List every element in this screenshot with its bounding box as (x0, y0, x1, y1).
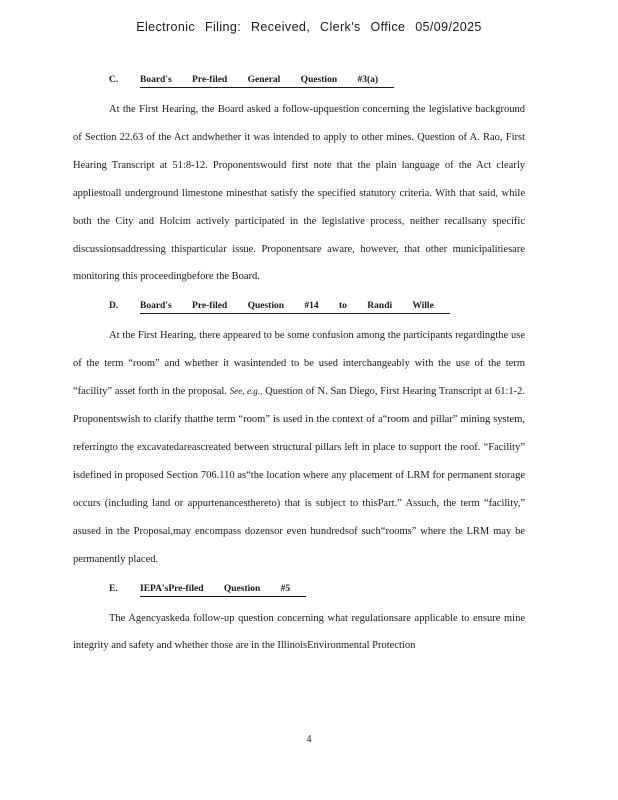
document-body (73, 68, 525, 660)
section-title: IEPA'sPre-filed Question #5 (140, 583, 306, 597)
paragraph-text: At the First Hearing, there appeared to be some confusion among the participants regardingthe use of the term “room” and whether it wasintended to be used interchangeably with the use of the term “facility” asset forth in the proposal. (73, 330, 525, 398)
section-e-paragraph: The Agencyaskeda follow-up question concerning what regulationsare applicable to ensure mine integrity and safety and whether those are in the IllinoisEnvironmental Protection (73, 612, 525, 652)
section-letter: C. (109, 75, 119, 85)
see-eg-citation-signal: See, e.g., (229, 386, 263, 397)
section-heading-e (109, 577, 525, 601)
section-heading-c (109, 68, 525, 92)
page-number: 4 (306, 734, 312, 745)
section-d-paragraph (73, 322, 525, 573)
filing-stamp-header: Electronic Filing: Received, Clerk's Office 05/09/2025 (136, 20, 482, 34)
section-title: Board's Pre-filed Question #14 to Randi Wille (140, 300, 450, 314)
paragraph-text: Question of N. San Diego, First Hearing Transcript at 61:1-2. Proponentswish to clarify thatthe term “room” is used in the context of a“room and pillar” mining system, referringto the excavatedareascreated between structural pillars left in place to support the roof. “Facility” isdefined in proposed Section 706.110 as“the location where any placement of LRM for permanent storage occurs (including land or appurtenancesthereto) that is subject to thisPart.” Assuch, the term “facility,” asused in the Proposal,may encompass dozensor even hundredsof such“rooms” where the LRM may be permanently placed. (73, 386, 526, 565)
section-letter: D. (109, 301, 119, 312)
section-title: Board's Pre-filed General Question #3(a) (140, 74, 394, 88)
section-heading-d (109, 294, 525, 318)
section-c-paragraph: At the First Hearing, the Board asked a follow-upquestion concerning the legislative background of Section 22.63 of the Act andwhether it was intended to apply to other mines. Question of A. Rao, First Hearing Transcript at 51:8-12. Proponentswould first note that the plain language of the Act clearly appliestoall underground limestone minesthat satisfy the specified statutory criteria. With that said, while both the City and Holcim actively participated in the legislative process, neither recallsany specific discussionsaddressing thisparticular issue. Proponentsare aware, however, that other municipalitiesare monitoring this proceedingbefore the Board. (73, 104, 525, 283)
section-letter: E. (109, 583, 118, 594)
